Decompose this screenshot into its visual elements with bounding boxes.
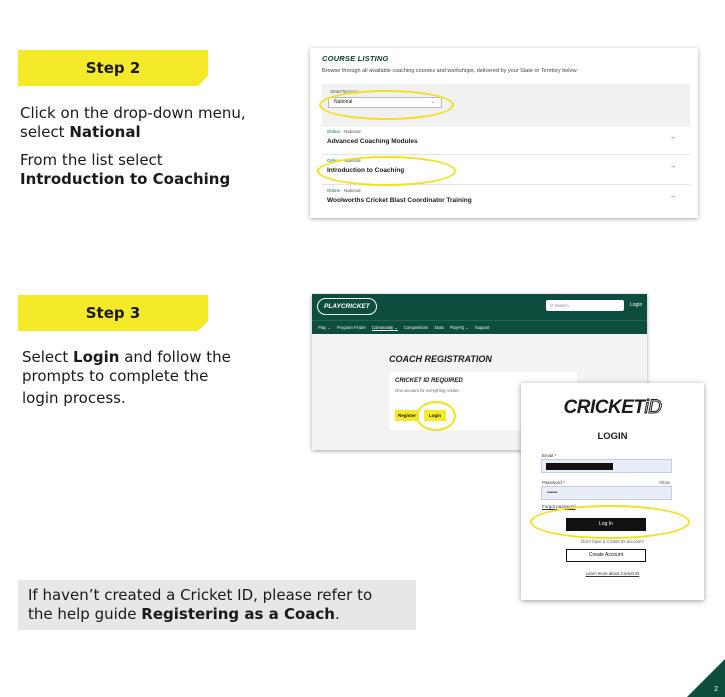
help-note xyxy=(18,580,416,630)
note-line-2: the help guide Registering as a Coach. xyxy=(28,605,340,623)
cricket-id-logo: CRICKETiD xyxy=(563,397,662,418)
course-name: Introduction to Coaching xyxy=(327,167,405,174)
highlight-ring-dropdown xyxy=(319,90,454,120)
course-item[interactable]: Online - National Introduction to Coaching → xyxy=(322,154,690,182)
step-2-banner xyxy=(18,50,208,86)
create-account-button[interactable]: Create Account xyxy=(566,549,646,562)
email-field[interactable] xyxy=(541,459,672,473)
course-listing-subtitle: Browse through all available coaching courses and workshops, delivered by your State or Territory below. xyxy=(322,68,578,74)
playcricket-header xyxy=(312,294,647,320)
step-2-line-3: From the list select xyxy=(20,151,163,169)
step-2-line-1: Click on the drop-down menu, xyxy=(20,104,246,122)
nav-item[interactable]: PlayHQ ⌄ xyxy=(449,325,469,330)
card-title: CRICKET ID REQUIRED xyxy=(395,378,463,384)
learn-more-link[interactable]: Learn more about Cricket iD xyxy=(585,571,640,576)
login-button[interactable]: Login xyxy=(424,410,446,421)
step-3-instructions xyxy=(22,348,231,408)
arrow-right-icon: → xyxy=(669,163,676,170)
show-password-toggle[interactable]: Show xyxy=(659,480,670,485)
highlight-ring-login xyxy=(416,401,456,431)
page-corner-decoration xyxy=(687,659,725,697)
step-2-instructions xyxy=(20,104,246,189)
login-emphasis: Login xyxy=(73,348,120,366)
search-input[interactable]: ⚲ Search xyxy=(546,300,624,311)
highlight-ring-log-in xyxy=(530,505,690,539)
forgot-password-link[interactable]: Forgot password xyxy=(542,504,576,509)
course-listing-title: COURSE LISTING xyxy=(322,54,389,63)
login-heading: LOGIN xyxy=(597,431,628,442)
course-listing-screenshot xyxy=(310,48,698,218)
cricket-id-login-card xyxy=(521,383,704,600)
playcricket-nav xyxy=(312,320,647,334)
register-button[interactable]: Register xyxy=(395,410,419,421)
course-name: Advanced Coaching Modules xyxy=(327,138,418,145)
registering-coach-emphasis: Registering as a Coach xyxy=(141,605,335,623)
page-number: 2 xyxy=(714,686,718,693)
note-line-1: If haven’t created a Cricket ID, please refer to xyxy=(28,586,373,604)
intro-coaching-emphasis: Introduction to Coaching xyxy=(20,170,231,188)
highlight-ring-intro-coaching xyxy=(317,156,456,186)
nav-item[interactable]: Competitions xyxy=(403,325,429,330)
nav-item-active[interactable]: Community ⌄ xyxy=(371,325,398,330)
email-redaction xyxy=(546,463,613,470)
state-dropdown-value: National xyxy=(334,99,353,105)
step-2-label: Step 2 xyxy=(85,59,141,77)
chevron-down-icon: ⌄ xyxy=(430,99,435,105)
step-3-line-3: login process. xyxy=(22,389,126,407)
nav-item[interactable]: Stats xyxy=(434,325,444,330)
password-label: Password * xyxy=(542,480,565,485)
course-item[interactable]: Online - National Advanced Coaching Modules → xyxy=(322,125,690,153)
course-item[interactable]: Online - National Woolworths Cricket Blast Coordinator Training → xyxy=(322,184,690,212)
no-account-text: Don't have a Cricket ID account? xyxy=(581,539,644,544)
card-subtitle: One account for everything cricket. xyxy=(395,388,460,393)
nav-item[interactable]: Support xyxy=(474,325,490,330)
course-name: Woolworths Cricket Blast Coordinator Training xyxy=(327,197,472,204)
header-login-link[interactable]: Login xyxy=(630,302,643,308)
step-3-line-2: prompts to complete the xyxy=(22,367,209,385)
step-3-line-1: Select Login and follow the xyxy=(22,348,231,366)
search-icon: ⚲ xyxy=(550,303,555,308)
nav-item[interactable]: Play ⌄ xyxy=(318,325,331,330)
arrow-right-icon: → xyxy=(669,134,676,141)
password-field[interactable]: •••••••• xyxy=(541,486,672,500)
step-3-banner xyxy=(18,295,208,331)
nav-item[interactable]: Program Finder xyxy=(336,325,366,330)
log-in-button[interactable]: Log In xyxy=(566,518,646,531)
filter-label: State/Territory xyxy=(330,89,359,94)
arrow-right-icon: → xyxy=(669,193,676,200)
national-emphasis: National xyxy=(69,123,141,141)
step-2-line-2: select National xyxy=(20,123,141,141)
step-3-label: Step 3 xyxy=(85,304,141,322)
email-label: Email * xyxy=(542,453,557,458)
playcricket-logo[interactable]: PLAYCRICKET xyxy=(317,298,377,315)
step-2-line-4 xyxy=(20,170,246,189)
coach-registration-title: COACH REGISTRATION xyxy=(389,354,492,364)
